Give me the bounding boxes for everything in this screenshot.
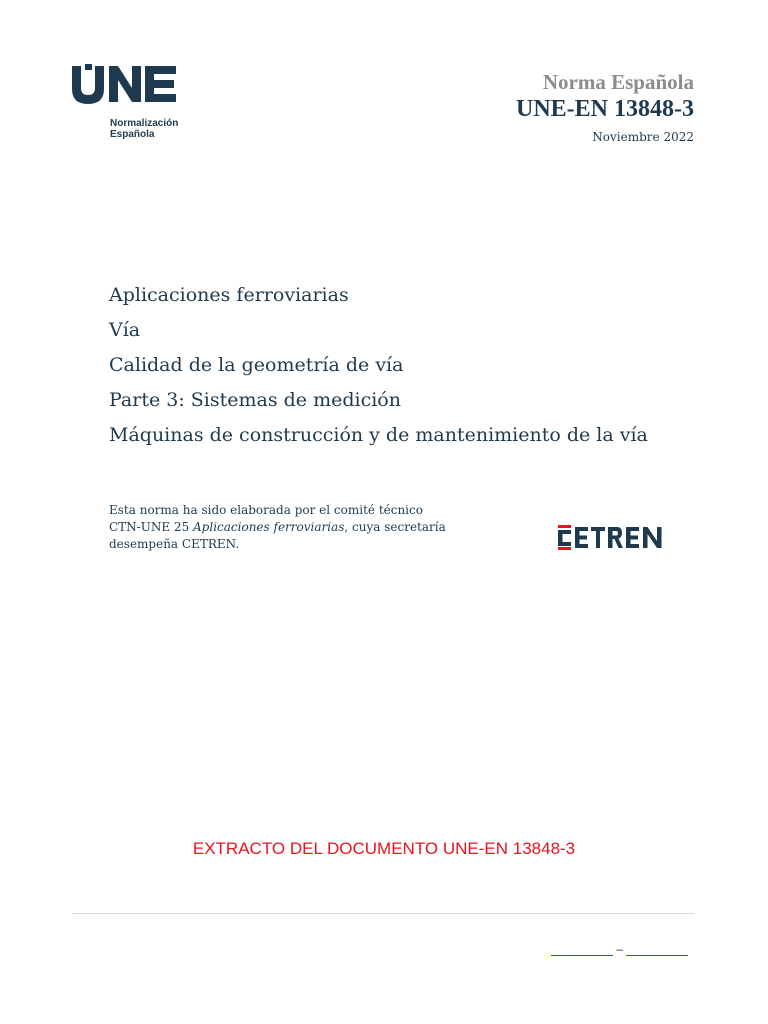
cetren-logo [555, 523, 670, 555]
norma-label: Norma Española [542, 70, 694, 94]
footer-link[interactable] [551, 938, 613, 956]
standard-code: UNE-EN 13848-3 [516, 96, 694, 122]
title-line: Aplicaciones ferroviarias [109, 284, 349, 306]
title-line: Parte 3: Sistemas de medición [109, 389, 401, 411]
committee-line-3: desempeña CETREN. [109, 537, 240, 551]
logo-text-espanola: Española [110, 129, 155, 140]
title-line: Calidad de la geometría de vía [109, 354, 404, 376]
une-logo [72, 64, 192, 144]
logo-text-normalizacion: Normalización [110, 118, 179, 129]
publication-date: Noviembre 2022 [592, 130, 694, 144]
standard-header [516, 70, 694, 145]
extract-notice: EXTRACTO DEL DOCUMENTO UNE-EN 13848-3 [192, 839, 576, 858]
footer-divider [72, 913, 694, 914]
committee-note [109, 502, 499, 553]
title-line: Vía [109, 319, 141, 341]
footer-links [551, 937, 688, 957]
committee-name: Aplicaciones ferroviarias [193, 520, 345, 534]
committee-line-1: Esta norma ha sido elaborada por el comité técnico [109, 503, 423, 517]
standard-title-block [109, 280, 729, 455]
committee-suffix: , cuya secretaría [344, 520, 446, 534]
une-logo-mark [72, 64, 178, 104]
committee-prefix: CTN-UNE 25 [109, 520, 194, 534]
committee-line-2 [109, 519, 499, 536]
footer-separator: – [616, 942, 623, 956]
title-line: Máquinas de construcción y de mantenimiento de la vía [109, 424, 648, 446]
footer-link[interactable] [626, 938, 688, 956]
